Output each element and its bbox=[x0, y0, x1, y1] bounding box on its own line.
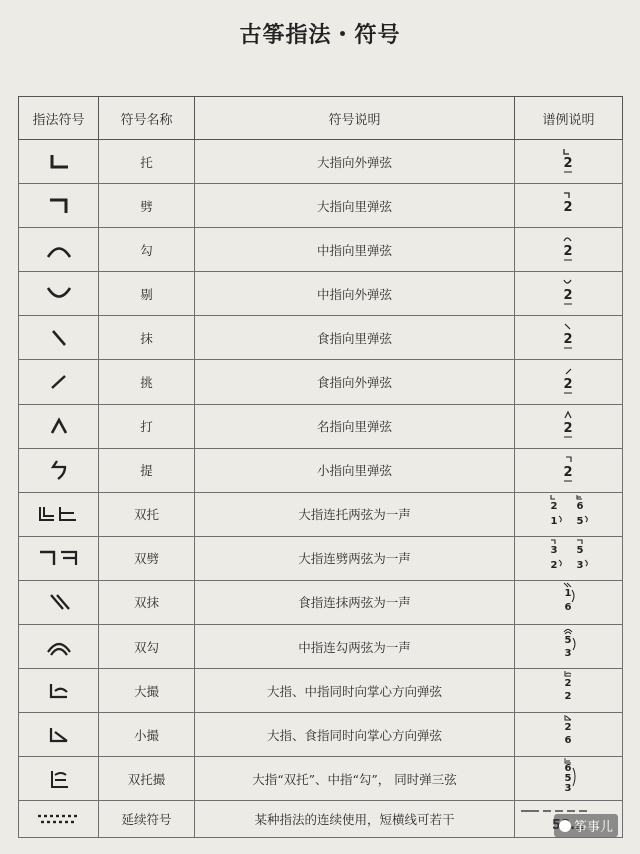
note: 2 bbox=[564, 691, 572, 703]
note: 6 bbox=[564, 735, 572, 747]
note: 2 bbox=[563, 244, 573, 260]
note: 3 bbox=[564, 648, 572, 660]
note: 2 bbox=[550, 500, 558, 512]
symbol-description: 大指向里弹弦 bbox=[195, 184, 515, 228]
note: 2 bbox=[550, 559, 558, 571]
note: 5 bbox=[564, 773, 572, 785]
note: 6 bbox=[564, 601, 572, 613]
example-cell bbox=[515, 580, 623, 624]
example-notation bbox=[541, 494, 597, 532]
symbol-name: 托 bbox=[99, 140, 195, 184]
example-notation bbox=[549, 362, 589, 400]
note: 5 bbox=[576, 544, 584, 556]
example-cell bbox=[515, 184, 623, 228]
example-notation bbox=[549, 626, 589, 664]
note: 2 bbox=[563, 156, 573, 172]
fingering-table bbox=[18, 96, 623, 838]
header-example: 谱例说明 bbox=[515, 97, 623, 140]
symbol-name: 大撮 bbox=[99, 669, 195, 713]
shuangmo-symbol-icon bbox=[19, 580, 99, 624]
example-notation bbox=[549, 758, 589, 796]
symbol-name: 双托撮 bbox=[99, 757, 195, 801]
symbol-name: 抹 bbox=[99, 316, 195, 360]
table-row bbox=[19, 801, 623, 838]
table-row bbox=[19, 625, 623, 669]
note: 3 bbox=[550, 544, 558, 556]
table-row bbox=[19, 580, 623, 624]
xiaocuo-symbol-icon bbox=[19, 713, 99, 757]
table-row bbox=[19, 669, 623, 713]
symbol-description: 中指连勾两弦为一声 bbox=[195, 625, 515, 669]
note: 6 bbox=[576, 500, 584, 512]
symbol-description: 名指向里弹弦 bbox=[195, 404, 515, 448]
note: 2 bbox=[564, 678, 572, 690]
symbol-description: 食指向外弹弦 bbox=[195, 360, 515, 404]
header-name: 符号名称 bbox=[99, 97, 195, 140]
symbol-description: 大指向外弹弦 bbox=[195, 140, 515, 184]
symbol-description: 中指向外弹弦 bbox=[195, 272, 515, 316]
example-notation bbox=[549, 714, 589, 752]
shuangtuo-symbol-icon bbox=[19, 492, 99, 536]
shuangpi-symbol-icon bbox=[19, 536, 99, 580]
symbol-name: 劈 bbox=[99, 184, 195, 228]
symbol-name: 双抹 bbox=[99, 580, 195, 624]
example-cell bbox=[515, 404, 623, 448]
symbol-name: 挑 bbox=[99, 360, 195, 404]
wechat-icon bbox=[559, 820, 571, 832]
shuangtuocuo-symbol-icon bbox=[19, 757, 99, 801]
table-row bbox=[19, 448, 623, 492]
example-cell bbox=[515, 492, 623, 536]
example-notation bbox=[549, 450, 589, 488]
example-notation bbox=[549, 185, 589, 223]
shuanggou-symbol-icon bbox=[19, 625, 99, 669]
example-cell bbox=[515, 272, 623, 316]
note: 2 bbox=[563, 200, 573, 216]
symbol-name: 勾 bbox=[99, 228, 195, 272]
example-notation bbox=[549, 273, 589, 311]
note: 1 bbox=[564, 587, 572, 599]
tiao-symbol-icon bbox=[19, 360, 99, 404]
table-row bbox=[19, 184, 623, 228]
continuation-symbol-icon bbox=[19, 801, 99, 838]
note: 2 bbox=[563, 376, 573, 392]
table-row bbox=[19, 272, 623, 316]
symbol-description: 大指连劈两弦为一声 bbox=[195, 536, 515, 580]
gou-symbol-icon bbox=[19, 228, 99, 272]
tuo-symbol-icon bbox=[19, 140, 99, 184]
table-row bbox=[19, 757, 623, 801]
example-cell bbox=[515, 669, 623, 713]
example-cell bbox=[515, 713, 623, 757]
example-notation bbox=[549, 406, 589, 444]
example-cell bbox=[515, 448, 623, 492]
table-row bbox=[19, 140, 623, 184]
table-row bbox=[19, 360, 623, 404]
example-cell bbox=[515, 228, 623, 272]
symbol-description: 大指连托两弦为一声 bbox=[195, 492, 515, 536]
table-row bbox=[19, 404, 623, 448]
example-cell bbox=[515, 316, 623, 360]
symbol-description: 大指、中指同时向掌心方向弹弦 bbox=[195, 669, 515, 713]
note: 1 bbox=[550, 515, 558, 527]
symbol-description: 大指、食指同时向掌心方向弹弦 bbox=[195, 713, 515, 757]
example-cell bbox=[515, 360, 623, 404]
symbol-name: 剔 bbox=[99, 272, 195, 316]
note: 2 bbox=[563, 420, 573, 436]
note: 2 bbox=[564, 722, 572, 734]
note: 6 bbox=[564, 763, 572, 775]
example-notation bbox=[549, 229, 589, 267]
symbol-name: 双勾 bbox=[99, 625, 195, 669]
symbol-description: 食指连抹两弦为一声 bbox=[195, 580, 515, 624]
watermark bbox=[554, 814, 618, 837]
symbol-name: 提 bbox=[99, 448, 195, 492]
symbol-name: 小撮 bbox=[99, 713, 195, 757]
symbol-name: 延续符号 bbox=[99, 801, 195, 838]
ti-symbol-icon bbox=[19, 272, 99, 316]
note: 5 bbox=[564, 635, 572, 647]
example-cell bbox=[515, 757, 623, 801]
tizhi-symbol-icon bbox=[19, 448, 99, 492]
example-cell bbox=[515, 536, 623, 580]
page-title: 古筝指法・符号 bbox=[239, 22, 401, 48]
symbol-description: 大指“双托”、中指“勾”， 同时弹三弦 bbox=[195, 757, 515, 801]
da-symbol-icon bbox=[19, 404, 99, 448]
note: 2 bbox=[563, 288, 573, 304]
table-row bbox=[19, 713, 623, 757]
note: 3 bbox=[564, 783, 572, 795]
example-notation bbox=[549, 670, 589, 708]
note: 5 bbox=[576, 515, 584, 527]
example-notation bbox=[549, 582, 589, 620]
table-row bbox=[19, 316, 623, 360]
header-symbol: 指法符号 bbox=[19, 97, 99, 140]
pi-symbol-icon bbox=[19, 184, 99, 228]
table-row bbox=[19, 492, 623, 536]
symbol-description: 小指向里弹弦 bbox=[195, 448, 515, 492]
symbol-name: 双托 bbox=[99, 492, 195, 536]
note: 3 bbox=[576, 559, 584, 571]
example-notation bbox=[549, 317, 589, 355]
note: 2 bbox=[563, 464, 573, 480]
table-header-row bbox=[19, 97, 623, 140]
mo-symbol-icon bbox=[19, 316, 99, 360]
symbol-description: 某种指法的连续使用，短横线可若干 bbox=[195, 801, 515, 838]
symbol-description: 食指向里弹弦 bbox=[195, 316, 515, 360]
example-cell bbox=[515, 625, 623, 669]
example-notation bbox=[549, 141, 589, 179]
symbol-description: 中指向里弹弦 bbox=[195, 228, 515, 272]
header-description: 符号说明 bbox=[195, 97, 515, 140]
table-row bbox=[19, 228, 623, 272]
table-row bbox=[19, 536, 623, 580]
example-cell bbox=[515, 140, 623, 184]
symbol-name: 双劈 bbox=[99, 536, 195, 580]
example-notation bbox=[541, 538, 597, 576]
symbol-name: 打 bbox=[99, 404, 195, 448]
dacuo-symbol-icon bbox=[19, 669, 99, 713]
watermark-text: 筝事儿 bbox=[574, 820, 614, 835]
note: 2 bbox=[563, 332, 573, 348]
